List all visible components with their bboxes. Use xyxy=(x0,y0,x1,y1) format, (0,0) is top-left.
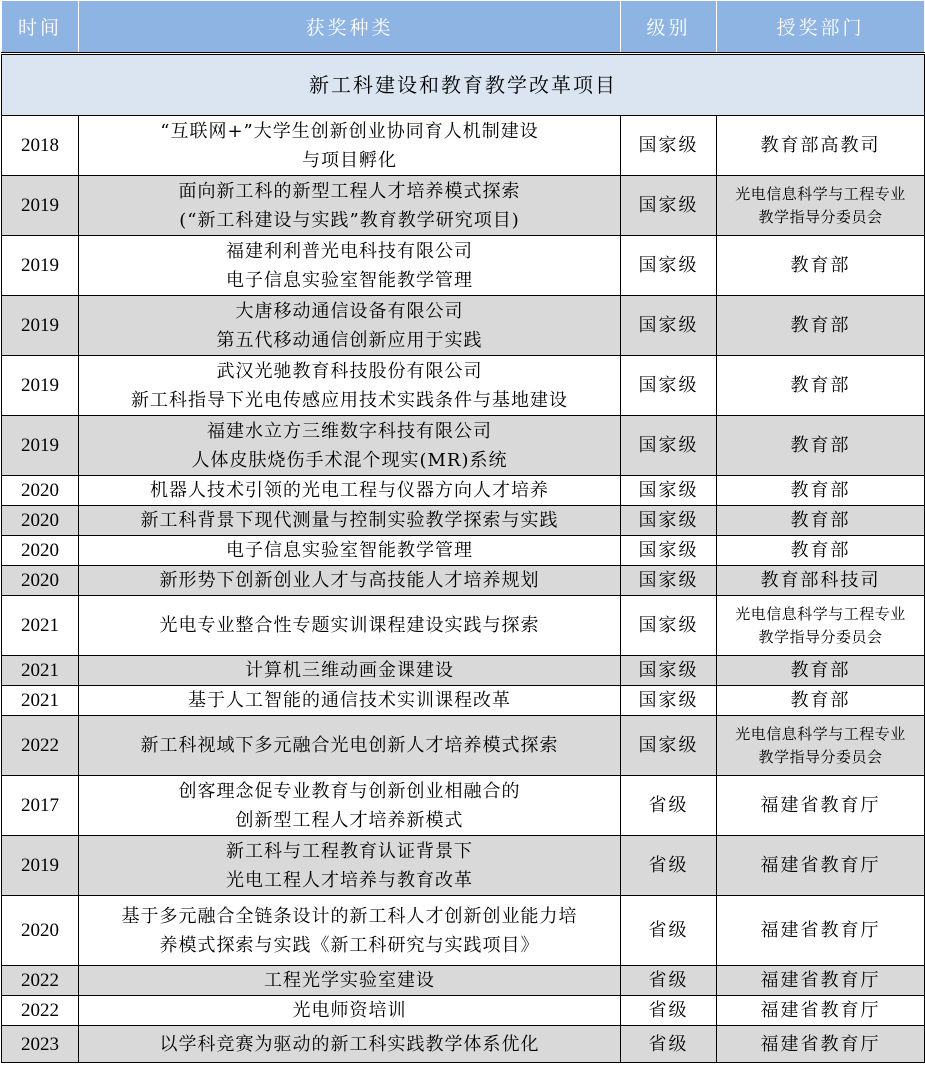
table-row xyxy=(2,416,925,476)
year-cell: 2019 xyxy=(2,296,79,356)
year-cell: 2020 xyxy=(2,536,79,566)
table-row xyxy=(2,656,925,686)
department-cell xyxy=(717,996,925,1026)
department-line: 福建省教育厅 xyxy=(760,970,881,991)
header-level: 级别 xyxy=(621,1,717,54)
department-line: 教育部 xyxy=(790,375,851,396)
level-cell: 省级 xyxy=(621,896,717,966)
award-type-cell xyxy=(79,176,621,236)
year-cell: 2018 xyxy=(2,116,79,176)
table-row xyxy=(2,966,925,996)
table-row xyxy=(2,596,925,656)
award-type-line: 与项目孵化 xyxy=(302,149,397,171)
award-type-line: 武汉光驰教育科技股份有限公司 xyxy=(216,360,483,382)
table-row xyxy=(2,116,925,176)
year-cell: 2017 xyxy=(2,776,79,836)
department-cell xyxy=(717,176,925,236)
table-row xyxy=(2,356,925,416)
section-title: 新工科建设和教育教学改革项目 xyxy=(2,54,925,116)
award-type-line: 电子信息实验室智能教学管理 xyxy=(226,269,473,291)
level-cell: 省级 xyxy=(621,836,717,896)
department-line: 福建省教育厅 xyxy=(760,920,881,941)
year-cell: 2021 xyxy=(2,686,79,716)
award-type-cell xyxy=(79,236,621,296)
year-cell: 2019 xyxy=(2,356,79,416)
department-line: 教育部 xyxy=(790,540,851,561)
department-line: 教学指导分委员会 xyxy=(758,207,883,226)
award-type-cell xyxy=(79,356,621,416)
department-cell xyxy=(717,716,925,776)
table-row xyxy=(2,566,925,596)
table-row xyxy=(2,536,925,566)
award-type-line: 工程光学实验室建设 xyxy=(264,970,435,991)
year-cell: 2023 xyxy=(2,1026,79,1063)
year-cell: 2022 xyxy=(2,716,79,776)
department-cell xyxy=(717,656,925,686)
department-cell xyxy=(717,896,925,966)
year-cell: 2019 xyxy=(2,176,79,236)
award-type-cell xyxy=(79,506,621,536)
department-cell xyxy=(717,356,925,416)
year-cell: 2019 xyxy=(2,236,79,296)
level-cell: 国家级 xyxy=(621,116,717,176)
award-type-cell xyxy=(79,656,621,686)
department-line: 福建省教育厅 xyxy=(760,1000,881,1021)
department-line: 教育部 xyxy=(790,315,851,336)
award-type-line: 新工科背景下现代测量与控制实验教学探索与实践 xyxy=(140,510,559,531)
table-row xyxy=(2,1026,925,1063)
header-row xyxy=(2,1,925,54)
award-type-line: 养模式探索与实践《新工科研究与实践项目》 xyxy=(159,934,540,956)
table-row xyxy=(2,176,925,236)
table-row xyxy=(2,996,925,1026)
award-type-line: 计算机三维动画金课建设 xyxy=(245,660,454,681)
department-cell xyxy=(717,296,925,356)
award-type-cell xyxy=(79,996,621,1026)
award-type-line: 福建利利普光电科技有限公司 xyxy=(226,240,473,262)
award-type-line: 新形势下创新创业人才与高技能人才培养规划 xyxy=(159,570,540,591)
level-cell: 国家级 xyxy=(621,296,717,356)
award-type-cell xyxy=(79,776,621,836)
table-row xyxy=(2,716,925,776)
award-type-line: 福建水立方三维数字科技有限公司 xyxy=(207,420,492,442)
table-row xyxy=(2,296,925,356)
department-line: 教育部 xyxy=(790,435,851,456)
level-cell: 省级 xyxy=(621,1026,717,1063)
table-row xyxy=(2,686,925,716)
award-type-cell xyxy=(79,416,621,476)
department-line: 教育部 xyxy=(790,660,851,681)
award-type-line: 新工科与工程教育认证背景下 xyxy=(226,840,473,862)
department-cell xyxy=(717,506,925,536)
award-type-line: 光电工程人才培养与教育改革 xyxy=(226,869,473,891)
department-line: 教育部科技司 xyxy=(760,570,881,591)
year-cell: 2021 xyxy=(2,596,79,656)
department-line: 光电信息科学与工程专业 xyxy=(735,184,906,203)
award-type-line: 创客理念促专业教育与创新创业相融合的 xyxy=(178,780,521,802)
level-cell: 国家级 xyxy=(621,236,717,296)
year-cell: 2019 xyxy=(2,416,79,476)
award-type-cell xyxy=(79,686,621,716)
department-line: 光电信息科学与工程专业 xyxy=(735,724,906,743)
table-row xyxy=(2,836,925,896)
department-cell xyxy=(717,686,925,716)
department-line: 教育部高教司 xyxy=(760,135,881,156)
level-cell: 国家级 xyxy=(621,536,717,566)
department-cell xyxy=(717,566,925,596)
level-cell: 国家级 xyxy=(621,716,717,776)
award-type-line: 新工科视域下多元融合光电创新人才培养模式探索 xyxy=(140,735,559,756)
table-row xyxy=(2,236,925,296)
level-cell: 省级 xyxy=(621,966,717,996)
year-cell: 2020 xyxy=(2,896,79,966)
awards-table xyxy=(1,0,925,1063)
level-cell: 国家级 xyxy=(621,686,717,716)
award-type-line: 以学科竞赛为驱动的新工科实践教学体系优化 xyxy=(159,1033,540,1055)
department-cell xyxy=(717,776,925,836)
award-type-line: 第五代移动通信创新应用于实践 xyxy=(216,329,483,351)
header-department: 授奖部门 xyxy=(717,1,925,54)
level-cell: 国家级 xyxy=(621,656,717,686)
award-type-line: 新工科指导下光电传感应用技术实践条件与基地建设 xyxy=(131,389,568,411)
department-cell xyxy=(717,416,925,476)
table-row xyxy=(2,506,925,536)
award-type-line: (“新工科建设与实践”教育教学研究项目) xyxy=(179,209,520,231)
award-type-cell xyxy=(79,896,621,966)
section-row xyxy=(2,54,925,116)
department-line: 福建省教育厅 xyxy=(760,1033,881,1055)
award-type-cell xyxy=(79,116,621,176)
department-cell xyxy=(717,966,925,996)
table-row xyxy=(2,476,925,506)
level-cell: 国家级 xyxy=(621,416,717,476)
level-cell: 国家级 xyxy=(621,476,717,506)
year-cell: 2022 xyxy=(2,966,79,996)
year-cell: 2020 xyxy=(2,566,79,596)
award-type-line: 光电师资培训 xyxy=(292,1000,407,1021)
department-line: 教学指导分委员会 xyxy=(758,747,883,766)
award-type-line: 机器人技术引领的光电工程与仪器方向人才培养 xyxy=(150,480,549,501)
award-type-line: 基于人工智能的通信技术实训课程改革 xyxy=(188,690,511,711)
department-cell xyxy=(717,236,925,296)
header-time: 时间 xyxy=(2,1,79,54)
award-type-line: “互联网+”大学生创新创业协同育人机制建设 xyxy=(160,120,539,142)
department-line: 光电信息科学与工程专业 xyxy=(735,604,906,623)
award-type-cell xyxy=(79,966,621,996)
award-type-cell xyxy=(79,536,621,566)
level-cell: 国家级 xyxy=(621,506,717,536)
award-type-line: 人体皮肤烧伤手术混个现实(MR)系统 xyxy=(191,449,508,471)
department-line: 教育部 xyxy=(790,690,851,711)
department-line: 教学指导分委员会 xyxy=(758,627,883,646)
year-cell: 2020 xyxy=(2,476,79,506)
award-type-cell xyxy=(79,1026,621,1063)
department-cell xyxy=(717,476,925,506)
award-type-cell xyxy=(79,716,621,776)
table-row xyxy=(2,776,925,836)
department-cell xyxy=(717,836,925,896)
department-line: 教育部 xyxy=(790,480,851,501)
level-cell: 国家级 xyxy=(621,566,717,596)
award-type-line: 基于多元融合全链条设计的新工科人才创新创业能力培 xyxy=(121,905,578,927)
department-line: 教育部 xyxy=(790,255,851,276)
level-cell: 省级 xyxy=(621,996,717,1026)
department-line: 福建省教育厅 xyxy=(760,795,881,816)
level-cell: 国家级 xyxy=(621,596,717,656)
year-cell: 2022 xyxy=(2,996,79,1026)
department-cell xyxy=(717,1026,925,1063)
table-row xyxy=(2,896,925,966)
award-type-cell xyxy=(79,296,621,356)
award-type-cell xyxy=(79,476,621,506)
level-cell: 省级 xyxy=(621,776,717,836)
level-cell: 国家级 xyxy=(621,356,717,416)
department-cell xyxy=(717,536,925,566)
award-type-cell xyxy=(79,836,621,896)
level-cell: 国家级 xyxy=(621,176,717,236)
award-type-cell xyxy=(79,566,621,596)
department-line: 教育部 xyxy=(790,510,851,531)
award-type-line: 光电专业整合性专题实训课程建设实践与探索 xyxy=(159,615,540,636)
year-cell: 2019 xyxy=(2,836,79,896)
header-award-type: 获奖种类 xyxy=(79,1,621,54)
award-type-line: 大唐移动通信设备有限公司 xyxy=(235,300,464,322)
year-cell: 2020 xyxy=(2,506,79,536)
award-type-line: 面向新工科的新型工程人才培养模式探索 xyxy=(178,180,521,202)
award-type-line: 电子信息实验室智能教学管理 xyxy=(226,540,473,561)
year-cell: 2021 xyxy=(2,656,79,686)
department-cell xyxy=(717,116,925,176)
department-cell xyxy=(717,596,925,656)
award-type-line: 创新型工程人才培养新模式 xyxy=(235,809,464,831)
award-type-cell xyxy=(79,596,621,656)
department-line: 福建省教育厅 xyxy=(760,855,881,876)
